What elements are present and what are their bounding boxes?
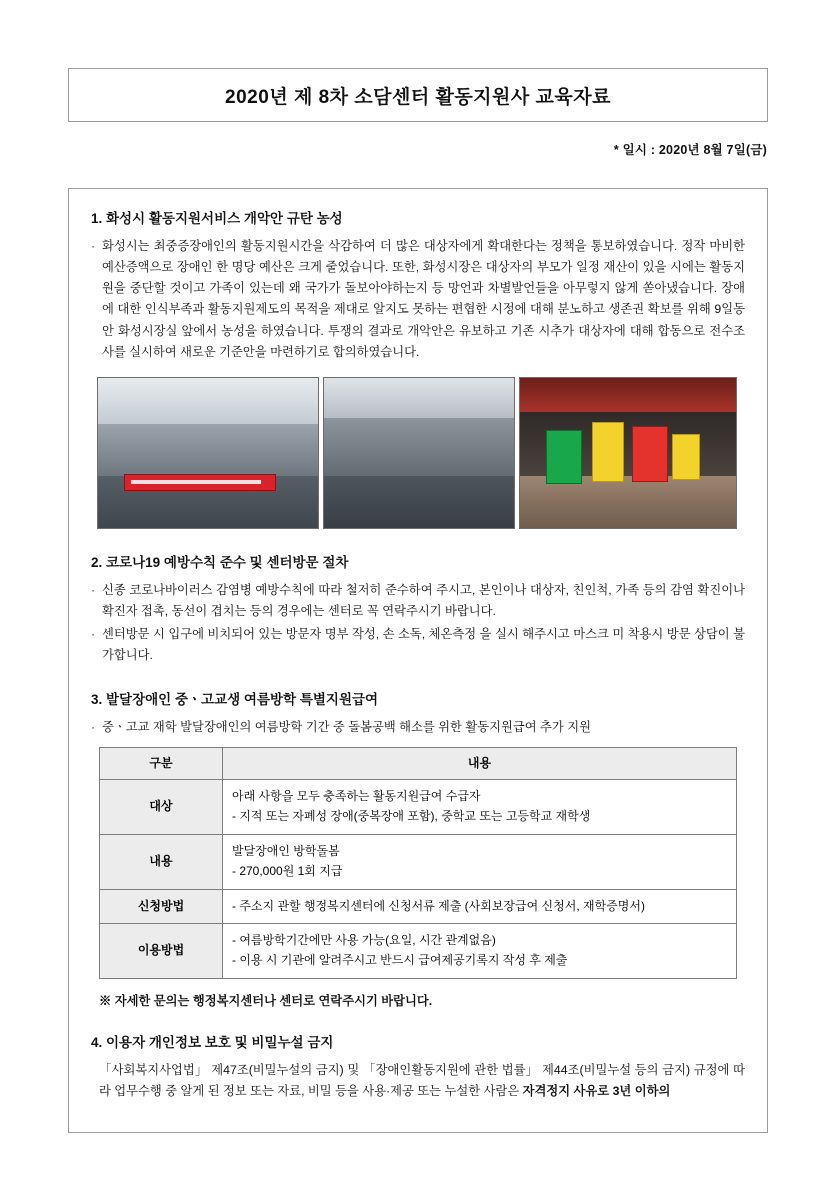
section-4-paragraph-part1: 「사회복지사업법」 제47조(비밀누설의 금지) 및 「장애인활동지원에 관한 법률」 제44조(비밀누설 등의 금지) 규정에 따라 업무수행 중 알게 된 정보 또는 자료, 비밀 등을 사용·제공 또는 누설한 사람은 [99,1062,745,1099]
table-cell-content [223,889,737,924]
bullet-dot-icon: · [91,239,96,253]
document-date: * 일시 : 2020년 8월 7일(금) [613,143,767,157]
table-row [100,834,737,889]
section-1-bullet [91,236,745,363]
page-title: 2020년 제 8차 소담센터 활동지원사 교육자료 [225,86,611,108]
photo-region-middle [98,424,318,476]
table-cell-label: 대상 [100,780,223,835]
photo-region-upper [98,378,318,424]
table-cell-line: 발달장애인 방학돌봄 [232,843,340,858]
table-cell-line: - 270,000원 1회 지급 [232,863,343,878]
table-cell-line: - 지적 또는 자폐성 장애(중복장애 포함), 중학교 또는 고등학교 재학생 [232,809,591,824]
photo-region-upper [324,378,514,418]
photo-region-lower [324,476,514,528]
section-3-heading: 3. 발달장애인 중ㆍ고교생 여름방학 특별지원급여 [91,692,379,708]
table-cell-content [223,780,737,835]
section-3-bullet-text: 중ㆍ고교 재학 발달장애인의 여름방학 기간 중 돌봄공백 해소를 위한 활동지원급여 추가 지원 [102,720,591,735]
section-2-bullet [91,580,745,622]
picket-sign-graphic [546,430,582,484]
table-cell-label: 신청방법 [100,889,223,924]
section-2-heading: 2. 코로나19 예방수칙 준수 및 센터방문 절차 [91,554,349,570]
section-4-paragraph [99,1060,745,1103]
picket-sign-graphic [632,426,668,482]
table-row [100,924,737,979]
picket-sign-graphic [592,422,624,482]
section-4-heading: 4. 이용자 개인정보 보호 및 비밀누설 금지 [91,1034,334,1050]
table-header-row [100,747,737,780]
bullet-dot-icon: · [91,720,96,735]
bullet-dot-icon: · [91,627,96,642]
table-cell-label: 내용 [100,834,223,889]
table-cell-content [223,924,737,979]
document-body [68,188,768,1133]
table-header-category: 구분 [100,747,223,780]
section-2-bullet [91,624,745,666]
table-cell-label: 이용방법 [100,924,223,979]
section-2-bullet-text-2: 센터방문 시 입구에 비치되어 있는 방문자 명부 작성, 손 소독, 체온측정 을 실시 해주시고 마스크 미 착용시 방문 상담이 불가합니다. [102,627,745,663]
table-row [100,889,737,924]
bullet-dot-icon: · [91,582,96,597]
photo-region-middle [324,418,514,476]
table-cell-line: 아래 사항을 모두 충족하는 활동지원급여 수급자 [232,789,481,804]
table-cell-line: - 이용 시 기관에 알려주시고 반드시 급여제공기록지 작성 후 제출 [232,953,568,968]
table-row [100,780,737,835]
table-header-content: 내용 [223,747,737,780]
document-title-box [68,68,768,122]
section-2-bullet-text-1: 신종 코로나바이러스 감염병 예방수칙에 따라 철저히 준수하여 주시고, 본인이나 대상자, 친인척, 가족 등의 감염 확진이나 확진자 접촉, 동선이 겹치는 등의 경우에는 센터로 꼭 연락주시기 바랍니다. [102,582,745,618]
section-1-photo-row [97,377,737,529]
photo-rally-signs [519,377,737,529]
photo-region-upper [520,378,736,412]
section-3-note: ※ 자세한 문의는 행정복지센터나 센터로 연락주시기 바랍니다. [99,993,433,1008]
section-4-paragraph-emphasis: 자격정지 사유로 3년 이하의 [522,1084,671,1099]
photo-rally-crowd [323,377,515,529]
table-cell-line: - 여름방학기간에만 사용 가능(요일, 시간 관계없음) [232,933,496,948]
section-1-bullet-text: 화성시는 최중증장애인의 활동지원시간을 삭감하여 더 많은 대상자에게 확대한다는 정책을 통보하였습니다. 정작 마비한 예산증액으로 장애인 한 명당 예산은 크게 줄었습니다. 또한, 화성시장은 대상자의 부모가 일정 재산이 있을 시에는 활동지원을 중단할 것이고 가족이 있는데 왜 국가가 돌보아야하는지 등 망언과 차별발언들을 아무렇지 않게 쏟아냈습니다. 장애에 대한 인식부족과 활동지원제도의 목적을 제대로 알지도 못하는 편협한 시정에 대해 분노하고 생존권 확보를 위해 9일동안 화성시장실 앞에서 농성을 하였습니다. 투쟁의 결과로 개악안은 유보하고 기존 시추가 대상자에 대해 합동으로 전수조사를 실시하여 새로운 기준안을 마련하기로 합의하였습니다. [102,239,745,359]
section-3-bullet [91,717,745,738]
table-cell-line: - 주소지 관할 행정복지센터에 신청서류 제출 (사회보장급여 신청서, 재학증명서) [232,898,645,913]
table-cell-content [223,834,737,889]
picket-sign-graphic [672,434,700,480]
section-1-heading: 1. 화성시 활동지원서비스 개악안 규탄 농성 [91,211,343,226]
protest-banner-graphic [124,474,276,491]
special-support-table [99,747,737,979]
photo-rally-lobby [97,377,319,529]
